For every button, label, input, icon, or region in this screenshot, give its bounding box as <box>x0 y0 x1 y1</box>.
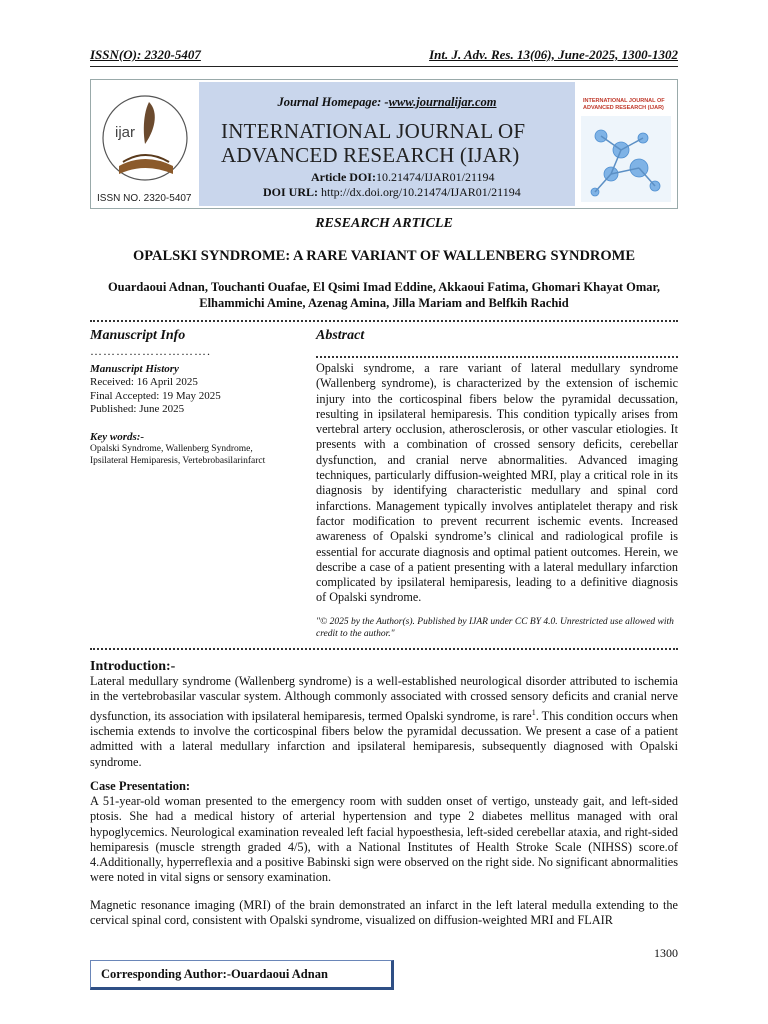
issn-header: ISSN(O): 2320-5407 <box>90 47 201 62</box>
citation-sup: 1 <box>531 707 536 717</box>
journal-title-line1: INTERNATIONAL JOURNAL OF <box>221 119 526 143</box>
section-divider-top <box>90 320 678 322</box>
header-rule <box>90 66 678 67</box>
manuscript-dots: ………………………. <box>90 344 211 358</box>
logo-text: ijar <box>115 124 136 141</box>
case-heading: Case Presentation: <box>90 779 191 793</box>
homepage-line <box>199 95 575 110</box>
keywords-list: Opalski Syndrome, Wallenberg Syndrome, Ipsilateral Hemiparesis, Vertebrobasilarinfarct <box>90 444 266 466</box>
doi-line <box>311 170 495 185</box>
molecule-image-icon <box>581 116 671 202</box>
journal-logo <box>93 82 197 206</box>
logo-issn: ISSN NO. 2320-5407 <box>97 193 192 204</box>
received-date: Received: 16 April 2025 <box>90 376 198 388</box>
intro-text-part1: Lateral medullary syndrome (Wallenberg syndrome) is a well-established neurological disorder attributed to ischemia in the vertebrobasilar vascular system. Although commonly associated with crossed sensory deficits and cranial nerve dysfunction, its association with ipsilateral hemiparesis, termed Opalski syndrome, is rare <box>90 674 678 723</box>
logo-emblem-icon <box>93 82 197 206</box>
authors-line2: Elhammichi Amine, Azenag Amina, Jilla Mariam and Belfkih Rachid <box>199 296 569 310</box>
citation-header: Int. J. Adv. Res. 13(06), June-2025, 1300-1302 <box>429 47 678 62</box>
homepage-label: Journal Homepage: - <box>277 95 389 109</box>
article-type: RESEARCH ARTICLE <box>315 216 453 231</box>
section-divider-bottom <box>90 648 678 650</box>
introduction-text <box>90 674 678 770</box>
manuscript-history-label: Manuscript History <box>90 363 179 375</box>
cover-title: INTERNATIONAL JOURNAL OF ADVANCED RESEARCH (IJAR) <box>583 98 665 111</box>
abstract-heading: Abstract <box>316 328 365 343</box>
doi-label: Article DOI: <box>311 170 376 184</box>
introduction-heading: Introduction:- <box>90 659 176 674</box>
doi-url-line <box>263 185 521 200</box>
copyright-notice: "© 2025 by the Author(s). Published by IJAR under CC BY 4.0. Unrestricted use allowed with credit to the author." <box>316 617 674 639</box>
doi-url-value[interactable]: http://dx.doi.org/10.21474/IJAR01/21194 <box>321 185 521 199</box>
homepage-link[interactable]: www.journalijar.com <box>388 95 497 109</box>
authors-line1: Ouardaoui Adnan, Touchanti Ouafae, El Qsimi Imad Eddine, Akkaoui Fatima, Ghomari Khayat Omar, <box>107 280 661 294</box>
corresponding-author: Corresponding Author:-Ouardaoui Adnan <box>101 967 328 981</box>
case-paragraph-2: Magnetic resonance imaging (MRI) of the brain demonstrated an infarct in the left lateral medulla extending to the cervical spinal cord, consistent with Opalski syndrome, visualized on diffusion-weighted MRI and FLAIR <box>90 898 678 928</box>
journal-cover <box>577 82 675 206</box>
accepted-date: Final Accepted: 19 May 2025 <box>90 390 221 402</box>
doi-url-label: DOI URL: <box>263 185 319 199</box>
journal-banner <box>90 79 678 209</box>
published-date: Published: June 2025 <box>90 403 185 415</box>
banner-title-area <box>199 82 575 206</box>
journal-title-line2: ADVANCED RESEARCH (IJAR) <box>221 143 520 167</box>
abstract-text: Opalski syndrome, a rare variant of lateral medullary syndrome (Wallenberg syndrome), is characterized by the extension of ischemic injury into the corticospinal fibers below the pyramidal decussation, resulting in ipsilateral hemiparesis. This condition typically arises from vertebral artery occlusion, atherosclerosis, or other vascular etiologies. It presents with a combination of crossed sensory deficits, cerebellar dysfunction, and cranial nerve abnormalities. Advanced imaging techniques, particularly diffusion-weighted MRI, play a critical role in its diagnosis by identifying characteristic medullary and spinal cord infarctions. Management typically involves antiplatelet therapy and risk factor modification to prevent recurrent ischemic events. Increased awareness of Opalski syndrome’s clinical and radiological profile is essential for accurate diagnosis and optimal patient outcomes. Herein, we describe a case of a patient presenting with a lateral medullary infarction complicated by ipsilateral hemiparesis, leading to a definitive diagnosis of Opalski syndrome. <box>316 361 678 605</box>
abstract-dots <box>316 356 678 358</box>
page-number: 1300 <box>654 946 678 960</box>
doi-value: 10.21474/IJAR01/21194 <box>375 170 495 184</box>
manuscript-info-heading: Manuscript Info <box>90 328 186 343</box>
keywords-label: Key words:- <box>90 431 145 443</box>
intro-text-part2: . This condition occurs when ischemia extends to involve the corticospinal fibers below the pyramidal decussation. We present a case of a patient admitted with a lateral medullary infarction and ipsilateral hemiparesis, subsequently diagnosed with Opalski syndrome. <box>90 708 678 769</box>
case-paragraph-1: A 51-year-old woman presented to the emergency room with sudden onset of vertigo, unsteady gait, and left-sided ptosis. She had a medical history of arterial hypertension and type 2 diabetes mellitus managed with oral hypoglycemics. Neurological examination revealed left facial hypoesthesia, left-sided cerebellar ataxia, and right-sided hemiparesis (muscle strength graded 4/5), with a National Institutes of Health Stroke Scale (NIHSS) score.of 4.Additionally, hyperreflexia and a positive Babinski sign were observed on the right side. No significant abnormalities were noted in vital signs or sensory examination. <box>90 794 678 885</box>
corresponding-author-box <box>90 960 394 990</box>
article-title: OPALSKI SYNDROME: A RARE VARIANT OF WALLENBERG SYNDROME <box>132 248 636 264</box>
